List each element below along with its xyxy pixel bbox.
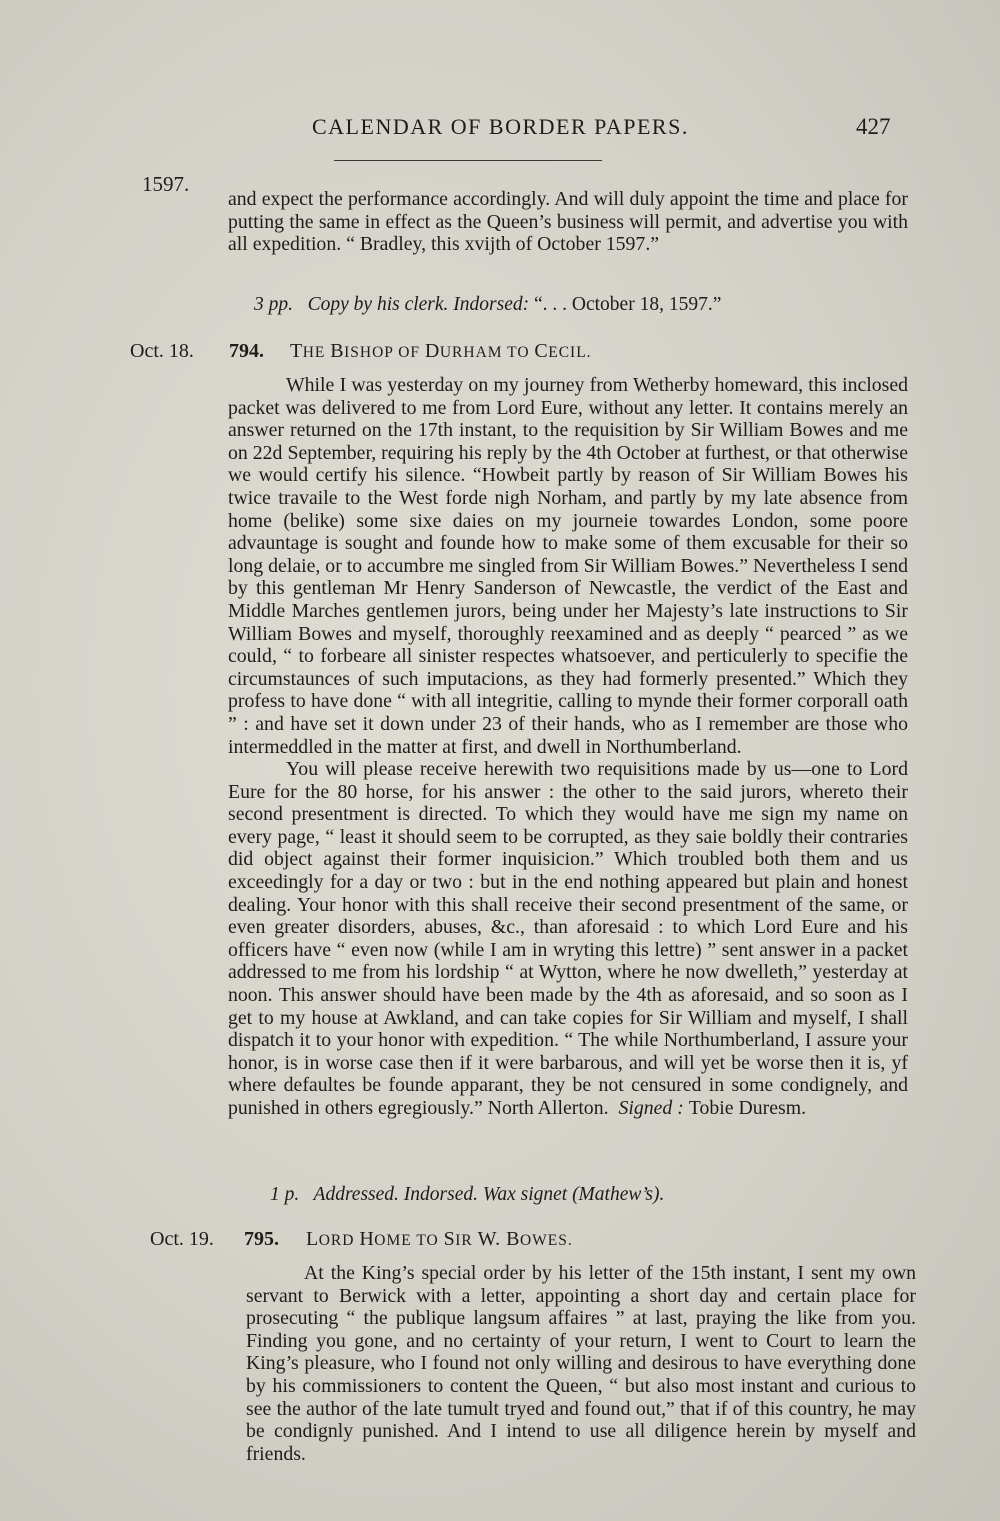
entry-794-date: Oct. 18.	[130, 340, 194, 362]
entry-795-paragraph-1: At the King’s special order by his letter of the 15th instant, I sent my own servant to Berwick with a letter, appointing a short day and certain place for prosecuting “ the publique langsum affaires ” at last, praying the like from you. Finding you gone, and no certainty of your return, I went to Court to learn the King’s pleasure, who I found not only willing and desirous to have everything done by his commissioners to content the Queen, “ but also most instant and curious to see the author of the late tumult tryed and found out,” that if of this country, he may be condignly punished. And I intend to use all diligence herein by myself and friends.	[246, 1262, 916, 1465]
signed-label: Signed :	[618, 1097, 684, 1119]
title-cap: B	[330, 340, 345, 362]
continuation-text	[228, 188, 908, 256]
note-page-count: 3 pp.	[254, 294, 293, 315]
entry-794-paragraph-1: While I was yesterday on my journey from Wetherby homeward, this inclosed packet was delivered to me from Lord Eure, without any letter. It contains merely an answer returned on the 17th instant, to the requisition by Sir William Bowes and me on 22d September, requiring his reply by the 4th October at furthest, or that otherwise we would certify his silence. “Howbeit partly by reason of Sir William Bowes his twice travaile to the West forde nigh Norham, and partly by my late absence from home (belike) some sixe daies on my journeie towardes London, some poore advauntage is sought and founde how to make some of them excusable for their so long delaie, or to accumbre me singled from Sir William Bowes.” Nevertheless I send by this gentleman Mr Henry Sanderson of Newcastle, the verdict of the East and Middle Marches gentlemen jurors, being under her Majesty’s late instructions to Sir William Bowes and myself, thoroughly reexamined and as deeply “ pearced ” as we could, “ to forbeare all sinister respectes whatsoever, and perticulerly to specifie the circumstaunces of such imputacions, as they had formerly presented.” Which they profess to have done “ with all integritie, calling to mynde their former corporall oath ” : and have set it down under 23 of their hands, who as I remember are those who intermeddled in the matter at first, and dwell in Northumberland.	[228, 374, 908, 758]
entry-794-number: 794.	[229, 340, 264, 362]
margin-year: 1597.	[142, 172, 190, 196]
header-rule	[334, 160, 602, 161]
entry-794-note	[270, 1184, 664, 1206]
paragraph-text: You will please receive herewith two requisitions made by us—one to Lord Eure for the 80 horse, for his answer : the other to the said jurors, whereto their second presentment is directed. To which they would have me sign my name on every page, “ least it should seem to be corrupted, as they saie boldly their contraries did object against their former inquisicion.” Which troubled both them and us exceedingly for a day or two : but in the end nothing appeared but plain and honest dealing. Your honor with this shall receive their second presentment of the same, or even greater disorders, abuses, &c., than aforesaid : to which Lord Eure and his officers have “ even now (while I am in wryting this lettre) ” sent answer in a packet addressed to me from his lordship “ at Wytton, where he now dwelleth,” yesterday at noon. This answer should have been made by the 4th as aforesaid, and so soon as I get to my house at Awkland, and can take copies for Sir William and myself, I shall dispatch it to your honor with expedition. “ The while Northumberland, I assure your honor, is in worse case then if it were barbarous, and will yet be worse then it is, yf where defaultes be founde apparant, they be not censured in some condignely, and punished in others egregiously.” North Allerton.	[228, 758, 908, 1119]
page-number: 427	[856, 114, 891, 139]
entry-794-paragraph-2	[228, 758, 908, 1120]
title-part: ORD	[318, 1232, 360, 1249]
title-part: URHAM TO	[439, 344, 535, 361]
note-signet: (Mathew’s).	[572, 1184, 665, 1205]
title-cap: C	[534, 340, 549, 362]
title-part: ECIL.	[548, 344, 592, 361]
title-cap: S	[443, 1228, 456, 1250]
title-part: HE	[302, 344, 331, 361]
entry-794-title	[290, 340, 592, 363]
continuation-paragraph: and expect the performance accordingly. And will duly appoint the time and place for putting the same in effect as the Queen’s business will permit, and advertise you with all expedition. “ Bradley, this xvijth of October 1597.”	[228, 188, 908, 256]
entry-795-title	[306, 1228, 573, 1251]
title-cap: H	[359, 1228, 375, 1250]
continuation-note	[254, 294, 721, 316]
title-cap: T	[290, 340, 303, 362]
title-cap: L	[306, 1228, 319, 1250]
note-description: Copy by his clerk. Indorsed:	[307, 294, 530, 315]
title-cap: D	[424, 340, 440, 362]
title-part: OME TO	[374, 1232, 444, 1249]
entry-794-body	[228, 374, 908, 1120]
signature: Tobie Duresm.	[688, 1097, 807, 1119]
running-head: CALENDAR OF BORDER PAPERS.	[312, 114, 689, 139]
entry-795-number: 795.	[244, 1228, 279, 1250]
note-quote: “. . . October 18, 1597.”	[534, 294, 722, 315]
title-part: OWES.	[519, 1232, 573, 1249]
note-description: Addressed. Indorsed. Wax signet	[313, 1184, 568, 1205]
title-cap: W. B	[477, 1228, 520, 1250]
note-page-count: 1 p.	[270, 1184, 300, 1205]
title-part: IR	[455, 1232, 478, 1249]
entry-795-date: Oct. 19.	[150, 1228, 214, 1250]
title-part: ISHOP OF	[344, 344, 425, 361]
entry-795-body	[246, 1262, 916, 1465]
